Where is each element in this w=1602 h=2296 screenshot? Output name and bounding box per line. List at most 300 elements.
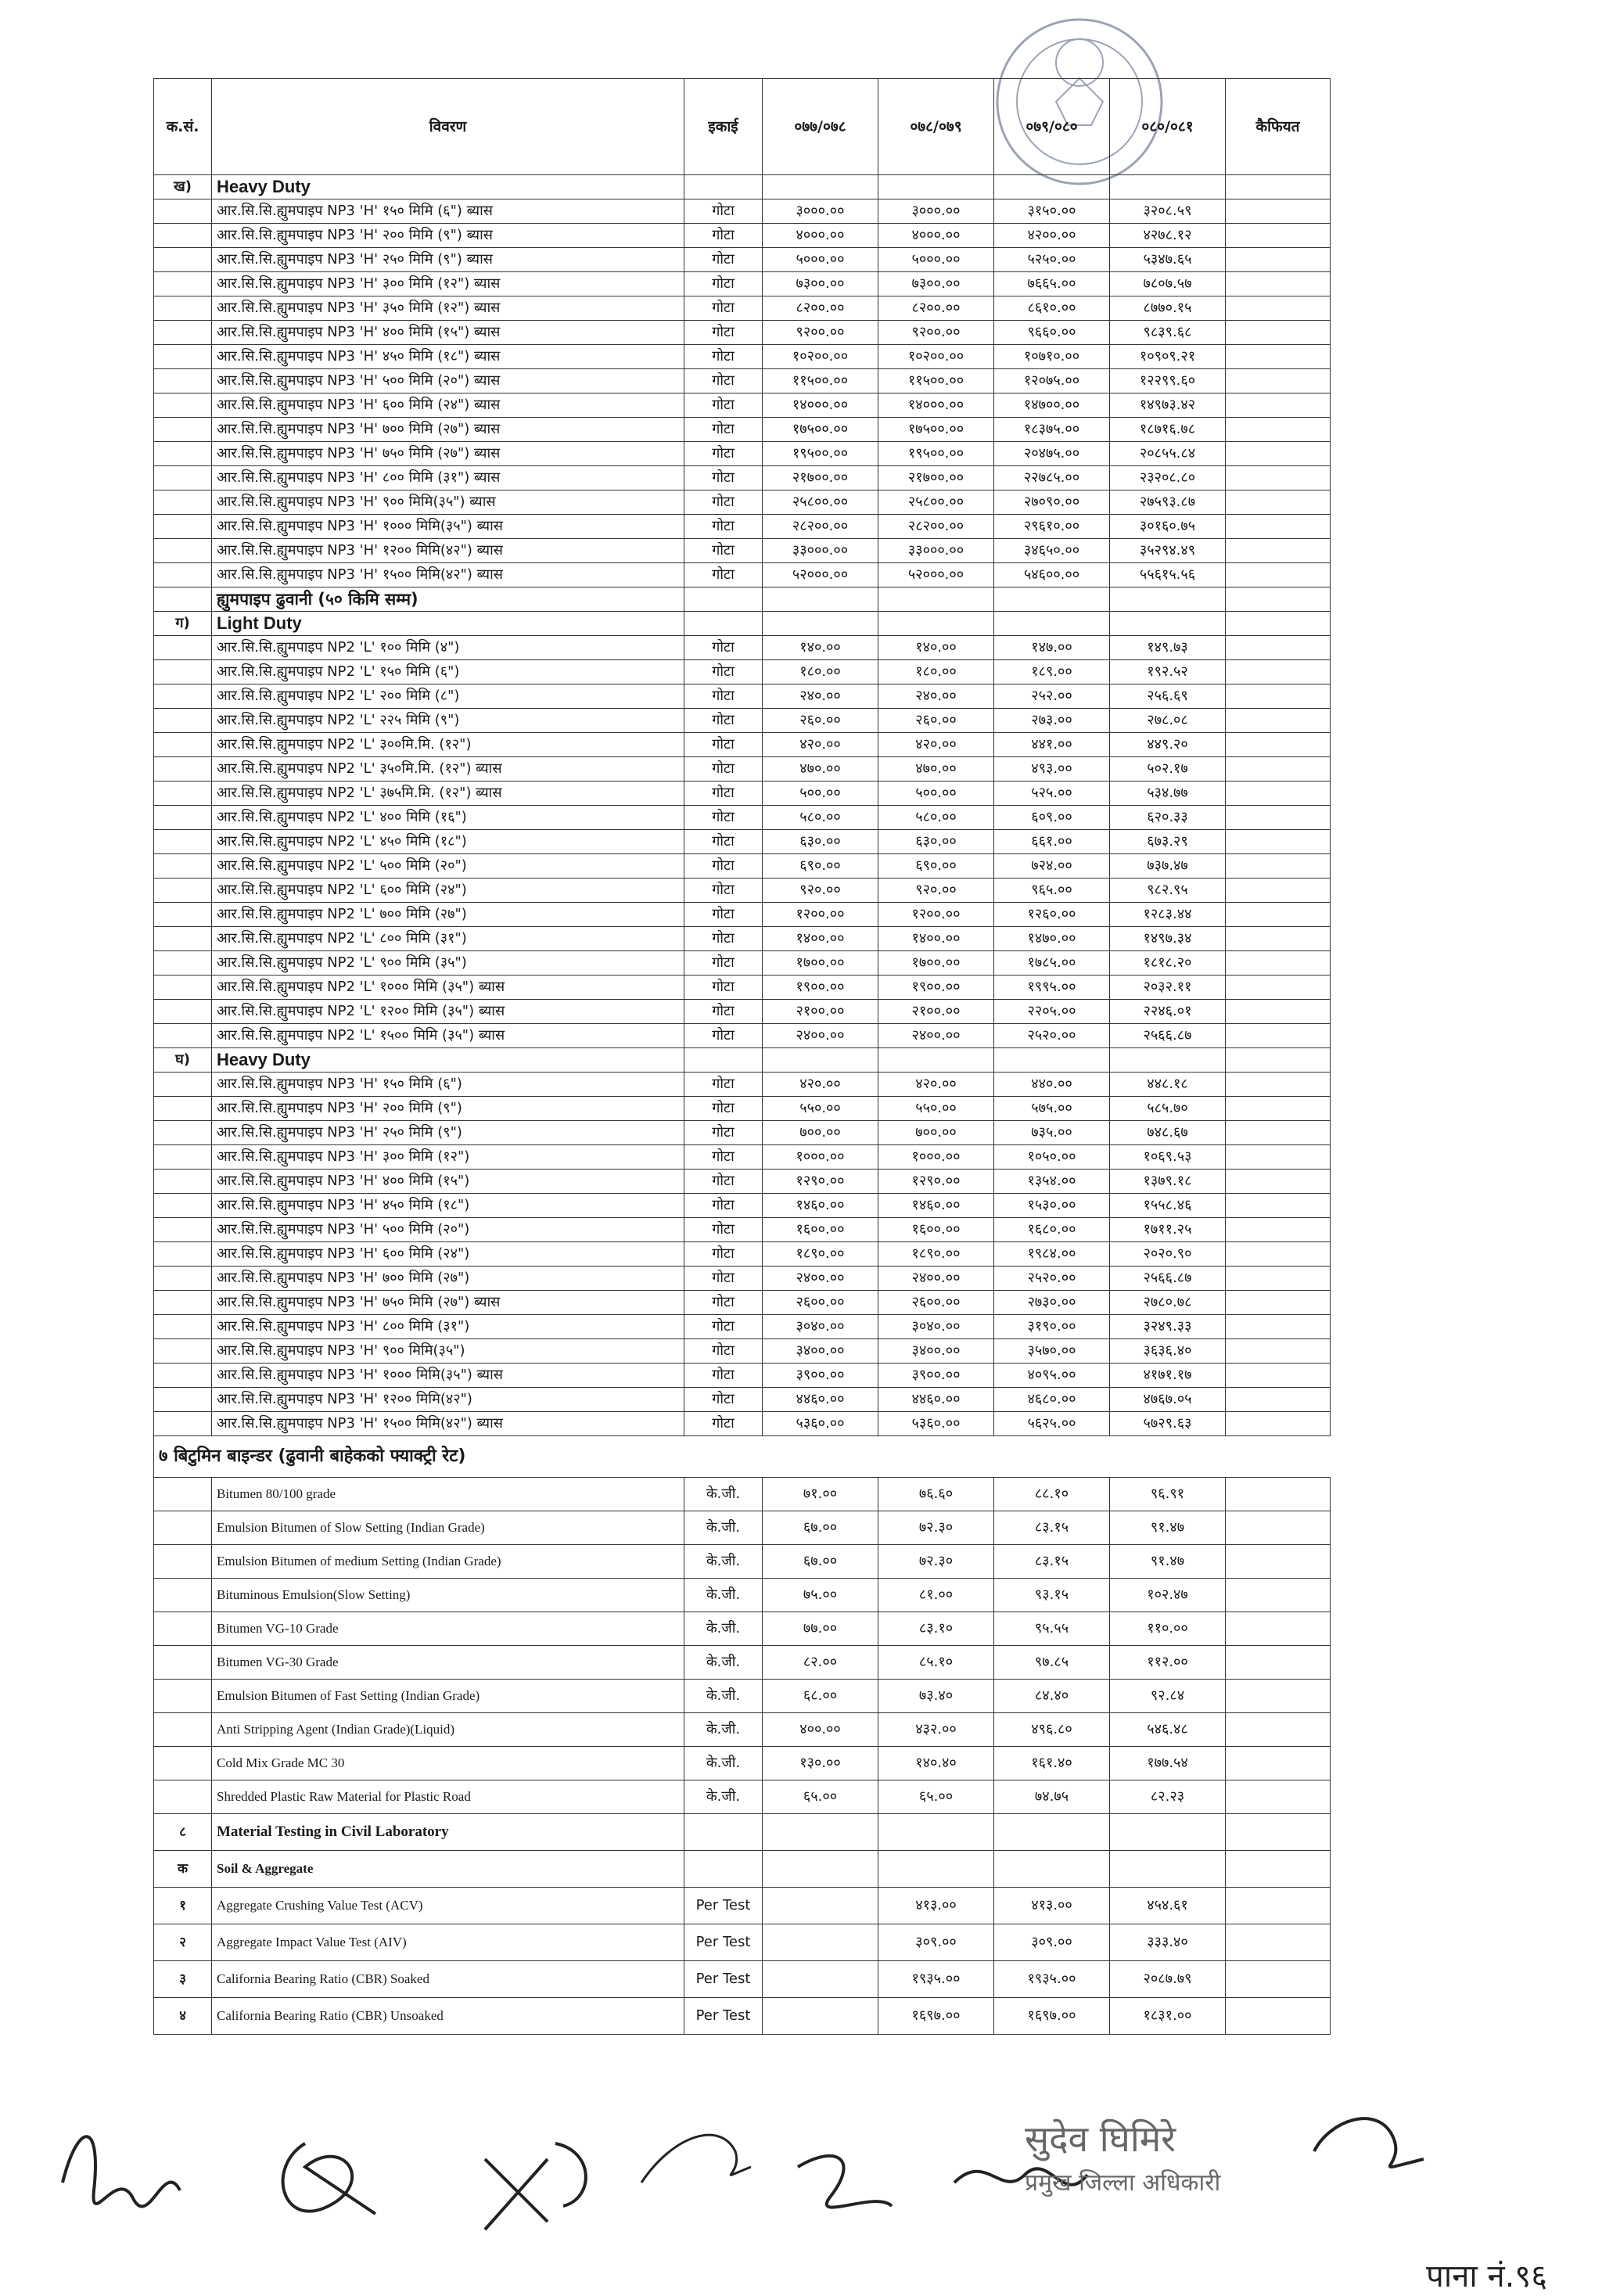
table-row — [154, 1713, 1331, 1747]
signatures — [47, 2073, 1580, 2276]
rate-value: १६९७.०० — [878, 1998, 994, 2035]
remarks-cell — [1226, 1024, 1331, 1048]
rate-value: १९५००.०० — [763, 442, 878, 466]
rate-value: २७८.०८ — [1110, 709, 1226, 733]
row-sn — [154, 1315, 212, 1339]
rate-value: ३३३.४० — [1110, 1924, 1226, 1961]
empty-cell — [1226, 175, 1331, 199]
item-unit: गोटा — [684, 539, 763, 563]
row-sn — [154, 539, 212, 563]
rate-value: १४७०.०० — [994, 927, 1110, 951]
item-unit: गोटा — [684, 1121, 763, 1145]
table-row — [154, 1242, 1331, 1267]
table-row — [154, 1680, 1331, 1713]
table-row — [154, 321, 1331, 345]
rate-value: ७३.४० — [878, 1680, 994, 1713]
item-unit: के.जी. — [684, 1511, 763, 1545]
item-unit: गोटा — [684, 976, 763, 1000]
table-row — [154, 1388, 1331, 1412]
item-description: आर.सि.सि.ह्युमपाइप NP2 'L' ४५० मिमि (१८") — [212, 830, 684, 854]
item-unit: गोटा — [684, 515, 763, 539]
rate-value: ८८.१० — [994, 1478, 1110, 1511]
rate-value: २७३०.०० — [994, 1291, 1110, 1315]
item-description: आर.सि.सि.ह्युमपाइप NP3 'H' ९०० मिमि(३५") ब्यास — [212, 490, 684, 515]
rate-value: ८३.१५ — [994, 1511, 1110, 1545]
remarks-cell — [1226, 903, 1331, 927]
item-unit: गोटा — [684, 1242, 763, 1267]
remarks-cell — [1226, 563, 1331, 587]
rate-value: ९६.९१ — [1110, 1478, 1226, 1511]
table-row — [154, 1267, 1331, 1291]
row-sn — [154, 976, 212, 1000]
rate-value: ९८२.९५ — [1110, 879, 1226, 903]
item-description: Emulsion Bitumen of medium Setting (Indian Grade) — [212, 1545, 684, 1579]
rate-value: २४००.०० — [763, 1024, 878, 1048]
subsection-number: क — [154, 1851, 212, 1888]
table-row — [154, 1194, 1331, 1218]
item-unit: गोटा — [684, 806, 763, 830]
rate-value: २७५९३.८७ — [1110, 490, 1226, 515]
item-unit: गोटा — [684, 296, 763, 321]
rate-value: ४०००.०० — [763, 224, 878, 248]
rate-value: ७२४.०० — [994, 854, 1110, 879]
rate-value: ४२०.०० — [763, 733, 878, 757]
page-number: पाना नं.९६ — [1426, 2258, 1547, 2294]
empty-cell — [763, 1814, 878, 1851]
rate-value: ७७.०० — [763, 1612, 878, 1646]
rate-value: ३२४९.३३ — [1110, 1315, 1226, 1339]
rate-value: ७००.०० — [878, 1121, 994, 1145]
rate-value: १४९७३.४२ — [1110, 393, 1226, 418]
table-row — [154, 782, 1331, 806]
rate-value: ७३००.०० — [763, 272, 878, 296]
table-row — [154, 976, 1331, 1000]
item-unit: गोटा — [684, 951, 763, 976]
section-number: ८ — [154, 1814, 212, 1851]
rate-value: ५५०.०० — [763, 1097, 878, 1121]
rate-value: २५६६.८७ — [1110, 1024, 1226, 1048]
empty-cell — [763, 175, 878, 199]
rate-value: १७११.२५ — [1110, 1218, 1226, 1242]
item-unit: गोटा — [684, 369, 763, 393]
rate-value: १४६०.०० — [878, 1194, 994, 1218]
rate-value: १०२००.०० — [763, 345, 878, 369]
remarks-cell — [1226, 1291, 1331, 1315]
table-row — [154, 830, 1331, 854]
rate-value: ३९००.०० — [763, 1364, 878, 1388]
item-description: आर.सि.सि.ह्युमपाइप NP3 'H' १००० मिमि(३५") ब्यास — [212, 515, 684, 539]
rate-value: १४०.०० — [878, 636, 994, 660]
rate-value: ५००.०० — [878, 782, 994, 806]
rate-value: ११०.०० — [1110, 1612, 1226, 1646]
row-sn — [154, 490, 212, 515]
item-description: आर.सि.सि.ह्युमपाइप NP3 'H' २०० मिमि (९") ब्यास — [212, 224, 684, 248]
item-description: आर.सि.सि.ह्युमपाइप NP3 'H' ७५० मिमि (२७") ब्यास — [212, 1291, 684, 1315]
rate-value: ३०००.०० — [878, 199, 994, 224]
rate-value — [763, 1888, 878, 1924]
rate-value: १४००.०० — [763, 927, 878, 951]
item-description: आर.सि.सि.ह्युमपाइप NP3 'H' १५०० मिमि(४२") ब्यास — [212, 563, 684, 587]
empty-cell — [994, 612, 1110, 636]
rate-value: २१७००.०० — [763, 466, 878, 490]
item-description: आर.सि.सि.ह्युमपाइप NP2 'L' २२५ मिमि (९") — [212, 709, 684, 733]
table-row — [154, 927, 1331, 951]
item-unit: गोटा — [684, 466, 763, 490]
rate-value: १९३५.०० — [878, 1961, 994, 1998]
item-description: आर.सि.सि.ह्युमपाइप NP3 'H' २५० मिमि (९") — [212, 1121, 684, 1145]
row-sn: १ — [154, 1888, 212, 1924]
row-sn — [154, 1291, 212, 1315]
bitumen-heading: ७ बिटुमिन बाइन्डर (ढुवानी बाहेकको फ्याक्ट्री रेट) — [154, 1436, 1331, 1478]
row-sn — [154, 272, 212, 296]
item-description: आर.सि.सि.ह्युमपाइप NP3 'H' ७५० मिमि (२७") ब्यास — [212, 442, 684, 466]
row-sn — [154, 733, 212, 757]
header-unit: इकाई — [684, 79, 763, 175]
remarks-cell — [1226, 515, 1331, 539]
item-unit: गोटा — [684, 563, 763, 587]
rate-value: १६००.०० — [878, 1218, 994, 1242]
item-unit: के.जी. — [684, 1780, 763, 1814]
remarks-cell — [1226, 1121, 1331, 1145]
rate-value: १९२.५२ — [1110, 660, 1226, 684]
remarks-cell — [1226, 1888, 1331, 1924]
rate-value: ४४०.०० — [994, 1073, 1110, 1097]
item-description: आर.सि.सि.ह्युमपाइप NP3 'H' ३०० मिमि (१२") ब्यास — [212, 272, 684, 296]
item-description: आर.सि.सि.ह्युमपाइप NP3 'H' ६०० मिमि (२४") ब्यास — [212, 393, 684, 418]
item-description: आर.सि.सि.ह्युमपाइप NP3 'H' ४५० मिमि (१८") — [212, 1194, 684, 1218]
section-title: Light Duty — [212, 612, 684, 636]
rate-value: ६९०.०० — [878, 854, 994, 879]
empty-cell — [994, 1048, 1110, 1073]
item-description: Bitumen VG-30 Grade — [212, 1646, 684, 1680]
rate-value: ९२००.०० — [763, 321, 878, 345]
remarks-cell — [1226, 951, 1331, 976]
rate-value: २१७००.०० — [878, 466, 994, 490]
remarks-cell — [1226, 1364, 1331, 1388]
remarks-cell — [1226, 199, 1331, 224]
rate-value: ३६३६.४० — [1110, 1339, 1226, 1364]
item-description: आर.सि.सि.ह्युमपाइप NP3 'H' ७०० मिमि (२७") — [212, 1267, 684, 1291]
section-heading-row — [154, 175, 1331, 199]
rate-value: ४४८.१८ — [1110, 1073, 1226, 1097]
item-unit: Per Test — [684, 1998, 763, 2035]
empty-cell — [1110, 1048, 1226, 1073]
remarks-cell — [1226, 490, 1331, 515]
row-sn — [154, 927, 212, 951]
remarks-cell — [1226, 733, 1331, 757]
rate-value: २४००.०० — [763, 1267, 878, 1291]
rate-value: ४७६७.०५ — [1110, 1388, 1226, 1412]
row-sn — [154, 1579, 212, 1612]
rate-value: ११५००.०० — [763, 369, 878, 393]
rate-value: १८९०.०० — [878, 1242, 994, 1267]
remarks-cell — [1226, 976, 1331, 1000]
rate-value: ५००.०० — [763, 782, 878, 806]
rate-value: ४१३.०० — [878, 1888, 994, 1924]
empty-cell — [684, 1814, 763, 1851]
item-unit: गोटा — [684, 854, 763, 879]
rate-value: ७२.३० — [878, 1511, 994, 1545]
item-unit: गोटा — [684, 1291, 763, 1315]
table-row — [154, 1998, 1331, 2035]
rate-value: ८२००.०० — [878, 296, 994, 321]
row-sn — [154, 1218, 212, 1242]
rate-value: २६०.०० — [878, 709, 994, 733]
rate-value: ४९३.०० — [994, 757, 1110, 782]
item-unit: गोटा — [684, 1267, 763, 1291]
item-description: Cold Mix Grade MC 30 — [212, 1747, 684, 1780]
row-sn — [154, 1612, 212, 1646]
row-sn — [154, 515, 212, 539]
rate-value: १४०००.०० — [878, 393, 994, 418]
row-sn — [154, 563, 212, 587]
rate-value: ४४६०.०० — [763, 1388, 878, 1412]
rate-value: ३९००.०० — [878, 1364, 994, 1388]
remarks-cell — [1226, 782, 1331, 806]
lab-subheading-row — [154, 1851, 1331, 1888]
row-sn — [154, 1747, 212, 1780]
item-unit: के.जी. — [684, 1612, 763, 1646]
rate-value: ३३०००.०० — [763, 539, 878, 563]
rate-value: १८३१.०० — [1110, 1998, 1226, 2035]
item-unit: गोटा — [684, 1412, 763, 1436]
remarks-cell — [1226, 854, 1331, 879]
empty-cell — [1110, 612, 1226, 636]
table-row — [154, 709, 1331, 733]
empty-cell — [1110, 587, 1226, 612]
rate-value: ३४००.०० — [763, 1339, 878, 1364]
row-sn — [154, 369, 212, 393]
remarks-cell — [1226, 539, 1331, 563]
table-header-row — [154, 79, 1331, 175]
item-description: आर.सि.सि.ह्युमपाइप NP2 'L' ५०० मिमि (२०") — [212, 854, 684, 879]
rate-value: ७००.०० — [763, 1121, 878, 1145]
row-sn — [154, 636, 212, 660]
rate-value: ११२.०० — [1110, 1646, 1226, 1680]
rate-value: २०८५५.८४ — [1110, 442, 1226, 466]
rate-value: ९२०.०० — [763, 879, 878, 903]
header-description: विवरण — [212, 79, 684, 175]
remarks-cell — [1226, 296, 1331, 321]
remarks-cell — [1226, 1545, 1331, 1579]
rate-value: ३४६५०.०० — [994, 539, 1110, 563]
rate-value: ५२५.०० — [994, 782, 1110, 806]
rate-value: १९८४.०० — [994, 1242, 1110, 1267]
section-heading-row — [154, 587, 1331, 612]
item-unit: गोटा — [684, 418, 763, 442]
table-row — [154, 1024, 1331, 1048]
rate-value: ७४.७५ — [994, 1780, 1110, 1814]
rate-value: ९६५.०० — [994, 879, 1110, 903]
subsection-title: Soil & Aggregate — [212, 1851, 684, 1888]
item-unit: गोटा — [684, 1388, 763, 1412]
empty-cell — [1226, 1814, 1331, 1851]
item-description: California Bearing Ratio (CBR) Soaked — [212, 1961, 684, 1998]
remarks-cell — [1226, 1000, 1331, 1024]
empty-cell — [763, 612, 878, 636]
rate-value: १४००.०० — [878, 927, 994, 951]
item-unit: गोटा — [684, 709, 763, 733]
row-sn — [154, 903, 212, 927]
rate-value: १८७१६.७८ — [1110, 418, 1226, 442]
rate-value: ७५.०० — [763, 1579, 878, 1612]
header-sn: क.सं. — [154, 79, 212, 175]
remarks-cell — [1226, 1961, 1331, 1998]
rate-value: ९७.८५ — [994, 1646, 1110, 1680]
rate-value: १४७.०० — [994, 636, 1110, 660]
table-row — [154, 418, 1331, 442]
rate-value: ६८.०० — [763, 1680, 878, 1713]
item-description: आर.सि.सि.ह्युमपाइप NP2 'L' ७०० मिमि (२७") — [212, 903, 684, 927]
rate-value: २५२०.०० — [994, 1267, 1110, 1291]
table-row — [154, 1478, 1331, 1511]
table-row — [154, 345, 1331, 369]
empty-cell — [878, 587, 994, 612]
empty-cell — [684, 587, 763, 612]
rate-value: १६९७.०० — [994, 1998, 1110, 2035]
item-unit: गोटा — [684, 345, 763, 369]
item-description: आर.सि.सि.ह्युमपाइप NP3 'H' १००० मिमि(३५") ब्यास — [212, 1364, 684, 1388]
remarks-cell — [1226, 224, 1331, 248]
table-row — [154, 224, 1331, 248]
item-description: आर.सि.सि.ह्युमपाइप NP2 'L' ९०० मिमि (३५") — [212, 951, 684, 976]
item-description: California Bearing Ratio (CBR) Unsoaked — [212, 1998, 684, 2035]
rate-value: ५२०००.०० — [763, 563, 878, 587]
rate-value: ४०९५.०० — [994, 1364, 1110, 1388]
rate-value: १७७.५४ — [1110, 1747, 1226, 1780]
item-description: Bitumen VG-10 Grade — [212, 1612, 684, 1646]
rate-value: २५८००.०० — [878, 490, 994, 515]
remarks-cell — [1226, 1646, 1331, 1680]
item-unit: गोटा — [684, 830, 763, 854]
remarks-cell — [1226, 1713, 1331, 1747]
row-sn — [154, 1478, 212, 1511]
lab-heading-row — [154, 1814, 1331, 1851]
table-row — [154, 636, 1331, 660]
rate-value: ६५.०० — [878, 1780, 994, 1814]
empty-cell — [1226, 1851, 1331, 1888]
rate-value: १७५००.०० — [878, 418, 994, 442]
rate-value: ४२०.०० — [878, 1073, 994, 1097]
table-row — [154, 1145, 1331, 1170]
rate-value: ४७०.०० — [878, 757, 994, 782]
table-row — [154, 563, 1331, 587]
rate-value: ९२०.०० — [878, 879, 994, 903]
rate-value: १७८५.०० — [994, 951, 1110, 976]
header-year-4: ०८०/०८१ — [1110, 79, 1226, 175]
item-unit: गोटा — [684, 272, 763, 296]
item-description: आर.सि.सि.ह्युमपाइप NP3 'H' ४५० मिमि (१८") ब्यास — [212, 345, 684, 369]
rate-value: १०६९.५३ — [1110, 1145, 1226, 1170]
rate-value: १८०.०० — [763, 660, 878, 684]
rate-value: ४१३.०० — [994, 1888, 1110, 1924]
rate-value: १९००.०० — [878, 976, 994, 1000]
table-row — [154, 757, 1331, 782]
rate-value: ९३.१५ — [994, 1579, 1110, 1612]
rate-value: ५५६१५.५६ — [1110, 563, 1226, 587]
table-row — [154, 1339, 1331, 1364]
section-title: ह्युमपाइप ढुवानी (५० किमि सम्म) — [212, 587, 684, 612]
empty-cell — [994, 1851, 1110, 1888]
item-description: आर.सि.सि.ह्युमपाइप NP2 'L' १५०० मिमि (३५") ब्यास — [212, 1024, 684, 1048]
table-row — [154, 1646, 1331, 1680]
remarks-cell — [1226, 1388, 1331, 1412]
row-sn — [154, 757, 212, 782]
rate-value: ४४९.२० — [1110, 733, 1226, 757]
rate-value: १८३७५.०० — [994, 418, 1110, 442]
remarks-cell — [1226, 1412, 1331, 1436]
rate-value: ३२०८.५९ — [1110, 199, 1226, 224]
item-unit: गोटा — [684, 782, 763, 806]
item-description: Shredded Plastic Raw Material for Plastic Road — [212, 1780, 684, 1814]
rate-value: ३०९.०० — [994, 1924, 1110, 1961]
rate-value: १०२००.०० — [878, 345, 994, 369]
remarks-cell — [1226, 1612, 1331, 1646]
table-row — [154, 1097, 1331, 1121]
item-unit: गोटा — [684, 1364, 763, 1388]
table-row — [154, 248, 1331, 272]
row-sn — [154, 1073, 212, 1097]
rate-value: २५२०.०० — [994, 1024, 1110, 1048]
row-sn — [154, 684, 212, 709]
item-unit: गोटा — [684, 1170, 763, 1194]
row-sn — [154, 1194, 212, 1218]
row-sn — [154, 951, 212, 976]
empty-cell — [1226, 612, 1331, 636]
section-heading-row — [154, 612, 1331, 636]
table-row — [154, 806, 1331, 830]
item-unit: गोटा — [684, 927, 763, 951]
item-description: Bitumen 80/100 grade — [212, 1478, 684, 1511]
rate-value: ६३०.०० — [763, 830, 878, 854]
rate-value: १९९५.०० — [994, 976, 1110, 1000]
table-row — [154, 272, 1331, 296]
item-description: आर.सि.सि.ह्युमपाइप NP3 'H' १२०० मिमि(४२") ब्यास — [212, 539, 684, 563]
rate-value: १२६०.०० — [994, 903, 1110, 927]
remarks-cell — [1226, 684, 1331, 709]
empty-cell — [878, 1814, 994, 1851]
remarks-cell — [1226, 393, 1331, 418]
item-unit: गोटा — [684, 1194, 763, 1218]
rate-value: १०००.०० — [878, 1145, 994, 1170]
rate-value — [763, 1998, 878, 2035]
empty-cell — [994, 175, 1110, 199]
item-description: आर.सि.सि.ह्युमपाइप NP3 'H' ७०० मिमि (२७") ब्यास — [212, 418, 684, 442]
item-description: Aggregate Impact Value Test (AIV) — [212, 1924, 684, 1961]
rate-value: ६५.०० — [763, 1780, 878, 1814]
rate-value: ४२७८.१२ — [1110, 224, 1226, 248]
item-unit: के.जी. — [684, 1646, 763, 1680]
item-unit: गोटा — [684, 1145, 763, 1170]
table-row — [154, 1612, 1331, 1646]
table-row — [154, 1545, 1331, 1579]
rate-value: ३१९०.०० — [994, 1315, 1110, 1339]
remarks-cell — [1226, 1680, 1331, 1713]
row-sn — [154, 709, 212, 733]
remarks-cell — [1226, 636, 1331, 660]
item-description: आर.सि.सि.ह्युमपाइप NP3 'H' ६०० मिमि (२४") — [212, 1242, 684, 1267]
rate-value: ६३०.०० — [878, 830, 994, 854]
remarks-cell — [1226, 806, 1331, 830]
rate-value: २५२.०० — [994, 684, 1110, 709]
item-description: Bituminous Emulsion(Slow Setting) — [212, 1579, 684, 1612]
rate-value: ६६१.०० — [994, 830, 1110, 854]
rate-value: १५५८.४६ — [1110, 1194, 1226, 1218]
row-sn — [154, 830, 212, 854]
rate-value: ३३०००.०० — [878, 539, 994, 563]
rate-value: ५८०.०० — [878, 806, 994, 830]
rate-value: ४४१.०० — [994, 733, 1110, 757]
